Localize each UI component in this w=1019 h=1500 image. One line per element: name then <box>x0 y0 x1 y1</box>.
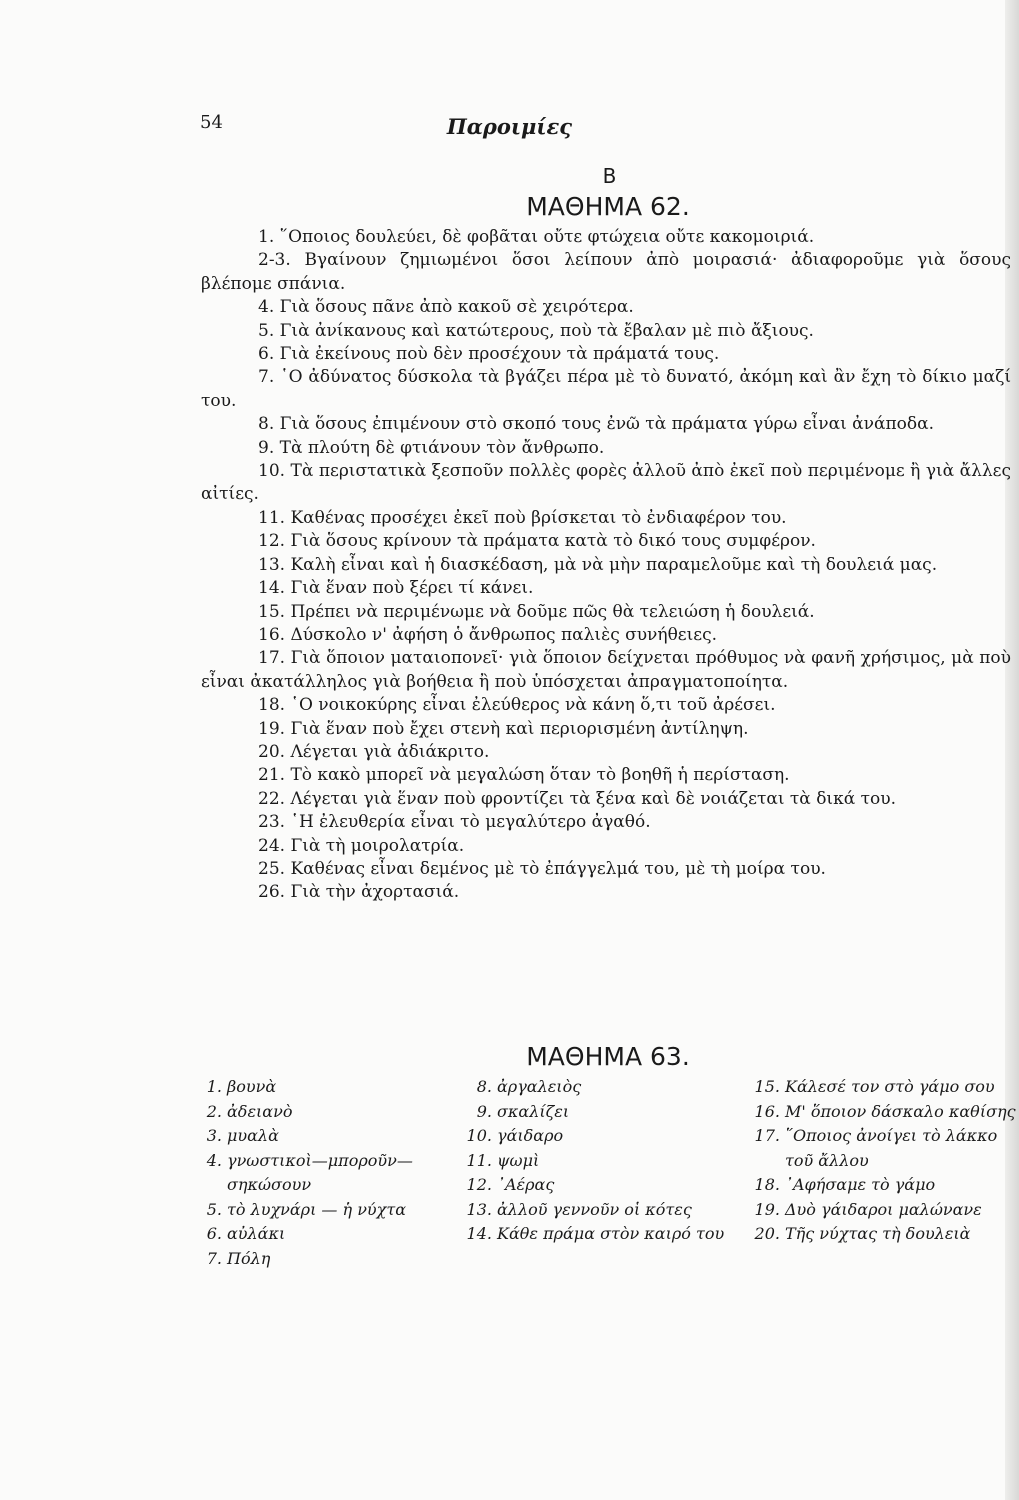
answer-number: 14. <box>466 1224 492 1243</box>
proverb-explanation: 20. Λέγεται γιὰ ἀδιάκριτο. <box>258 741 490 762</box>
answer-item <box>202 1198 462 1223</box>
lesson-62-items <box>201 226 1011 905</box>
answer-item <box>754 1222 1018 1247</box>
answer-item <box>472 1075 752 1100</box>
answer-number: 5. <box>206 1199 222 1219</box>
answer-item <box>466 1198 752 1223</box>
lesson-63-title: ΜΑΘΗΜΑ 63. <box>526 1042 690 1071</box>
answer-text: Τῆς νύχτας τὴ δουλειὰ <box>785 1224 971 1243</box>
answer-text: Δυὸ γάιδαροι μαλώνανε <box>785 1199 982 1219</box>
proverb-explanation: 14. Γιὰ ἕναν ποὺ ξέρει τί κάνει. <box>258 578 534 599</box>
answer-item <box>754 1075 1018 1100</box>
answer-item <box>754 1198 1018 1223</box>
answer-text: Πόλη <box>227 1248 271 1268</box>
answer-item <box>472 1100 752 1125</box>
answer-text: αὐλάκι <box>227 1224 286 1243</box>
answer-item <box>202 1075 462 1100</box>
answer-item <box>466 1222 752 1247</box>
answer-text: Κάλεσέ τον στὸ γάμο σου <box>785 1077 995 1096</box>
page-number: 54 <box>200 112 223 133</box>
answer-number: 10. <box>466 1126 492 1145</box>
answer-item <box>466 1173 752 1198</box>
proverb-explanation: 11. Καθένας προσέχει ἐκεῖ ποὺ βρίσκεται τὸ ἐνδιαφέρον του. <box>258 507 787 528</box>
answer-number: 6. <box>206 1224 222 1243</box>
answer-text: βουνὰ <box>227 1077 277 1096</box>
answer-number: 20. <box>754 1224 780 1243</box>
proverb-explanation: 16. Δύσκολο ν' ἀφήση ὁ ἄνθρωπος παλιὲς συνήθειες. <box>258 624 718 645</box>
answers-column-1 <box>202 1075 462 1271</box>
proverb-explanation: 22. Λέγεται γιὰ ἕναν ποὺ φροντίζει τὰ ξένα καὶ δὲ νοιάζεται τὰ δικά του. <box>258 788 896 809</box>
answers-column-2 <box>466 1075 752 1247</box>
proverb-explanation: 24. Γιὰ τὴ μοιρολατρία. <box>258 835 465 856</box>
answer-text: σκαλίζει <box>497 1101 570 1121</box>
answer-item <box>202 1149 462 1198</box>
proverb-explanation: 13. Καλὴ εἶναι καὶ ἡ διασκέδαση, μὰ νὰ μὴν παραμελοῦμε καὶ τὴ δουλειά μας. <box>258 554 938 575</box>
proverb-explanation: 25. Καθένας εἶναι δεμένος μὲ τὸ ἐπάγγελμά του, μὲ τὴ μοίρα του. <box>258 858 826 879</box>
answer-text: ἀδειανὸ <box>227 1101 293 1121</box>
proverb-explanation: 9. Τὰ πλούτη δὲ φτιάνουν τὸν ἄνθρωπο. <box>258 437 605 458</box>
answer-number: 17. <box>754 1126 780 1145</box>
answer-text: ᾿Αφήσαμε τὸ γάμο <box>785 1175 936 1194</box>
proverb-explanation: 2-3. Βγαίνουν ζημιωμένοι ὅσοι λείπουν ἀπὸ μοιρασιά· ἀδιαφοροῦμε γιὰ ὅσους βλέπομε σπάνια. <box>201 250 1011 294</box>
running-title: Παροιμίες <box>446 114 573 139</box>
lesson-62-title: ΜΑΘΗΜΑ 62. <box>526 192 690 221</box>
answer-number: 11. <box>466 1150 492 1170</box>
answers-column-3 <box>754 1075 1018 1247</box>
proverb-explanation: 26. Γιὰ τὴν ἀχορτασιά. <box>258 882 460 903</box>
answer-text: ῞Οποιος ἀνοίγει τὸ λάκκο τοῦ ἄλλου <box>785 1126 998 1170</box>
answer-item <box>202 1222 462 1247</box>
proverb-explanation: 7. ῾Ο ἀδύνατος δύσκολα τὰ βγάζει πέρα μὲ τὸ δυνατό, ἀκόμη καὶ ἂν ἔχη τὸ δίκιο μαζί του. <box>201 367 1011 411</box>
answer-number: 1. <box>206 1077 222 1096</box>
answer-item <box>754 1173 1018 1198</box>
answer-text: γνωστικοὶ—μποροῦν— σηκώσουν <box>227 1150 413 1194</box>
proverb-explanation: 6. Γιὰ ἐκείνους ποὺ δὲν προσέχουν τὰ πράματά τους. <box>258 344 720 365</box>
answer-number: 19. <box>754 1199 780 1219</box>
answer-number: 15. <box>754 1077 780 1096</box>
proverb-explanation: 10. Τὰ περιστατικὰ ξεσποῦν πολλὲς φορὲς ἀλλοῦ ἀπὸ ἐκεῖ ποὺ περιμένομε ἢ γιὰ ἄλλες αἰτίες. <box>201 461 1011 505</box>
answer-number: 8. <box>476 1077 492 1096</box>
answer-text: ἀλλοῦ γεννοῦν οἱ κότες <box>497 1199 692 1219</box>
answer-number: 2. <box>206 1101 222 1121</box>
answer-item <box>754 1124 1018 1173</box>
answer-item <box>202 1247 462 1272</box>
answer-number: 9. <box>476 1101 492 1121</box>
answer-text: ᾿Αέρας <box>497 1175 555 1194</box>
proverb-explanation: 1. ῞Οποιος δουλεύει, δὲ φοβᾶται οὔτε φτώχεια οὔτε κακομοιριά. <box>258 227 815 247</box>
section-letter: Β <box>602 164 617 188</box>
answer-item <box>202 1124 462 1149</box>
proverb-explanation: 5. Γιὰ ἀνίκανους καὶ κατώτερους, ποὺ τὰ ἔβαλαν μὲ πιὸ ἄξιους. <box>258 320 814 341</box>
proverb-explanation: 18. ῾Ο νοικοκύρης εἶναι ἐλεύθερος νὰ κάνη ὅ,τι τοῦ ἀρέσει. <box>258 695 776 716</box>
proverb-explanation: 19. Γιὰ ἕναν ποὺ ἔχει στενὴ καὶ περιορισμένη ἀντίληψη. <box>258 718 749 739</box>
answer-number: 16. <box>754 1101 780 1121</box>
answer-number: 7. <box>206 1248 222 1268</box>
answer-text: ψωμὶ <box>497 1150 540 1170</box>
answer-item <box>466 1124 752 1149</box>
answer-number: 18. <box>754 1175 780 1194</box>
proverb-explanation: 4. Γιὰ ὅσους πᾶνε ἀπὸ κακοῦ σὲ χειρότερα. <box>258 297 634 318</box>
answer-text: γάιδαρο <box>497 1126 564 1145</box>
answer-text: τὸ λυχνάρι — ἡ νύχτα <box>227 1199 406 1219</box>
answer-item <box>202 1100 462 1125</box>
answer-text: Κάθε πράμα στὸν καιρό του <box>497 1224 725 1243</box>
answer-item <box>754 1100 1018 1125</box>
proverb-explanation: 12. Γιὰ ὅσους κρίνουν τὰ πράματα κατὰ τὸ δικό τους συμφέρον. <box>258 531 816 552</box>
answer-text: Μ' ὅποιον δάσκαλο καθίσης <box>785 1101 1016 1121</box>
answer-text: ἀργαλειὸς <box>497 1077 582 1096</box>
proverb-explanation: 21. Τὸ κακὸ μπορεῖ νὰ μεγαλώση ὅταν τὸ βοηθῆ ἡ περίσταση. <box>258 765 790 786</box>
answer-text: μυαλὰ <box>227 1126 279 1145</box>
answer-number: 3. <box>206 1126 222 1145</box>
proverb-explanation: 23. ῾Η ἐλευθερία εἶναι τὸ μεγαλύτερο ἀγαθό. <box>258 812 651 833</box>
answer-item <box>466 1149 752 1174</box>
proverb-explanation: 17. Γιὰ ὅποιον ματαιοπονεῖ· γιὰ ὅποιον δείχνεται πρόθυμος νὰ φανῆ χρήσιμος, μὰ ποὺ εἶναι ἀκατάλληλος γιὰ βοήθεια ἢ ποὺ ὑπόσχεται ἀπραγματοποίητα. <box>201 648 1011 692</box>
answer-number: 13. <box>466 1199 492 1219</box>
answer-number: 12. <box>466 1175 492 1194</box>
proverb-explanation: 8. Γιὰ ὅσους ἐπιμένουν στὸ σκοπό τους ἐνῶ τὰ πράματα γύρω εἶναι ἀνάποδα. <box>258 414 934 435</box>
answer-number: 4. <box>206 1150 222 1170</box>
proverb-explanation: 15. Πρέπει νὰ περιμένωμε νὰ δοῦμε πῶς θὰ τελειώση ἡ δουλειά. <box>258 601 815 622</box>
